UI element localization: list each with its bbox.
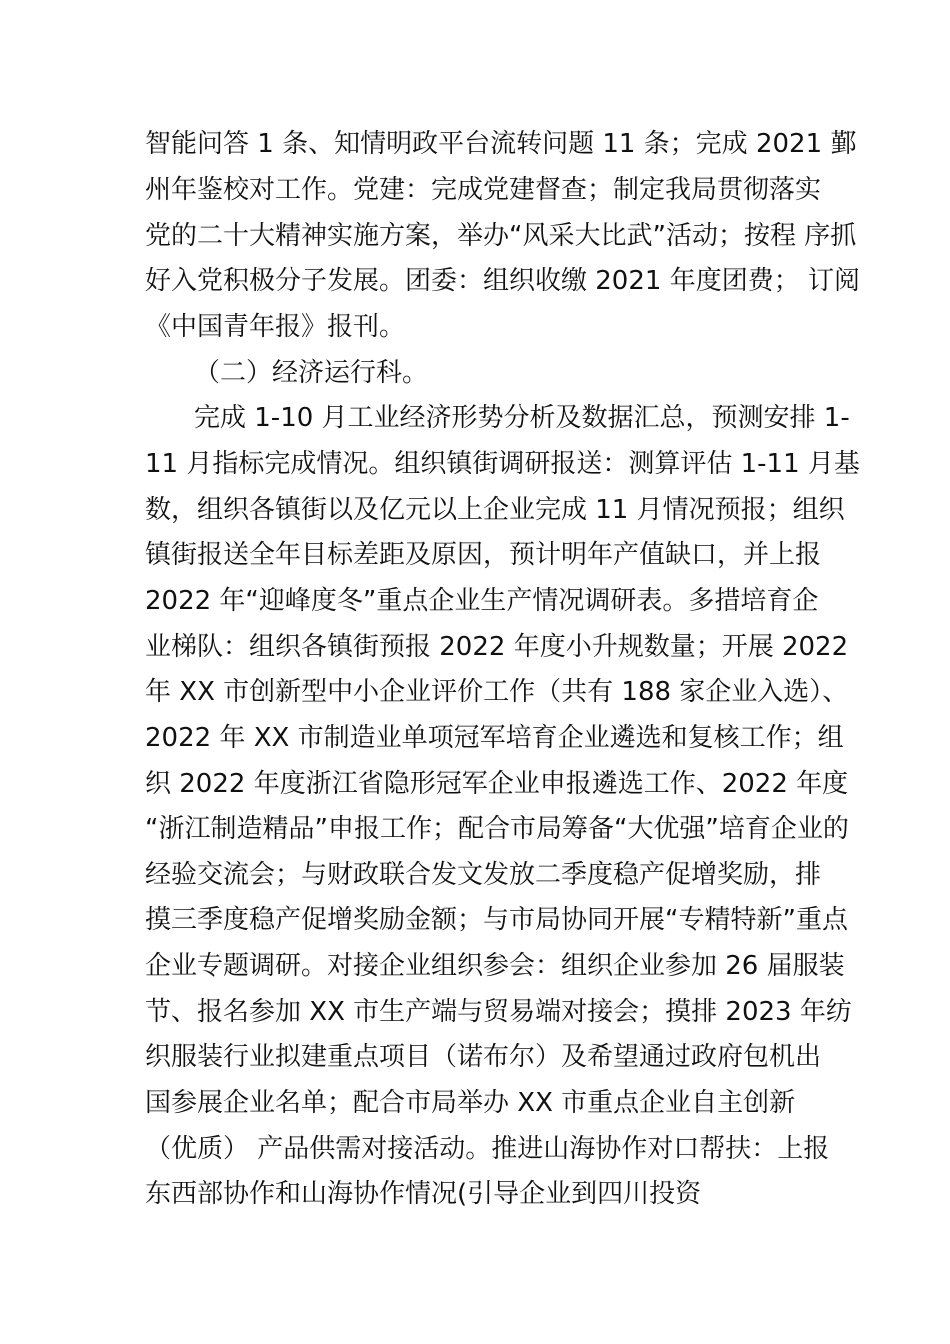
text-line: 2022 年“迎峰度冬”重点企业生产情况调研表。多措培育企 bbox=[145, 586, 819, 616]
text-line: 经验交流会；与财政联合发文发放二季度稳产促增奖励，排 bbox=[145, 860, 822, 890]
text-line: 织 2022 年度浙江省隐形冠军企业申报遴选工作、2022 年度 bbox=[145, 769, 849, 799]
text-line: 镇街报送全年目标差距及原因，预计明年产值缺口，并上报 bbox=[145, 540, 822, 570]
text-line: 企业专题调研。对接企业组织参会：组织企业参加 26 届服装 bbox=[145, 951, 845, 981]
text-line: 东西部协作和山海协作情况(引导企业到四川投资 bbox=[145, 1179, 702, 1209]
text-line: 摸三季度稳产促增奖励金额；与市局协同开展“专精特新”重点 bbox=[145, 905, 848, 935]
text-line: 完成 1-10 月工业经济形势分析及数据汇总，预测安排 1- bbox=[194, 403, 850, 433]
text-line: 节、报名参加 XX 市生产端与贸易端对接会；摸排 2023 年纺 bbox=[145, 997, 852, 1027]
text-line: 业梯队：组织各镇街预报 2022 年度小升规数量；开展 2022 bbox=[145, 632, 849, 662]
text-line: 党的二十大精神实施方案，举办“风采大比武”活动；按程 序抓 bbox=[145, 221, 857, 251]
text-line: （优质） 产品供需对接活动。推进山海协作对口帮扶：上报 bbox=[145, 1134, 830, 1164]
text-line: 州年鉴校对工作。党建：完成党建督查；制定我局贯彻落实 bbox=[145, 175, 822, 205]
text-line: 11 月指标完成情况。组织镇街调研报送：测算评估 1-11 月基 bbox=[145, 449, 860, 479]
text-line: 数，组织各镇街以及亿元以上企业完成 11 月情况预报；组织 bbox=[145, 495, 845, 525]
section-heading: （二）经济运行科。 bbox=[194, 358, 429, 388]
text-line: 织服装行业拟建重点项目（诺布尔）及希望通过政府包机出 bbox=[145, 1042, 822, 1072]
text-line: 国参展企业名单；配合市局举办 XX 市重点企业自主创新 bbox=[145, 1088, 796, 1118]
text-line: 2022 年 XX 市制造业单项冠军培育企业遴选和复核工作；组 bbox=[145, 723, 844, 753]
text-line: 《中国青年报》报刊。 bbox=[145, 312, 406, 342]
text-line: 智能问答 1 条、知情明政平台流转问题 11 条；完成 2021 鄞 bbox=[145, 129, 857, 159]
text-line: “浙江制造精品”申报工作；配合市局筹备“大优强”培育企业的 bbox=[145, 814, 849, 844]
text-line: 好入党积极分子发展。团委：组织收缴 2021 年度团费； 订阅 bbox=[145, 266, 860, 296]
text-line: 年 XX 市创新型中小企业评价工作（共有 188 家企业入选）、 bbox=[145, 677, 849, 707]
